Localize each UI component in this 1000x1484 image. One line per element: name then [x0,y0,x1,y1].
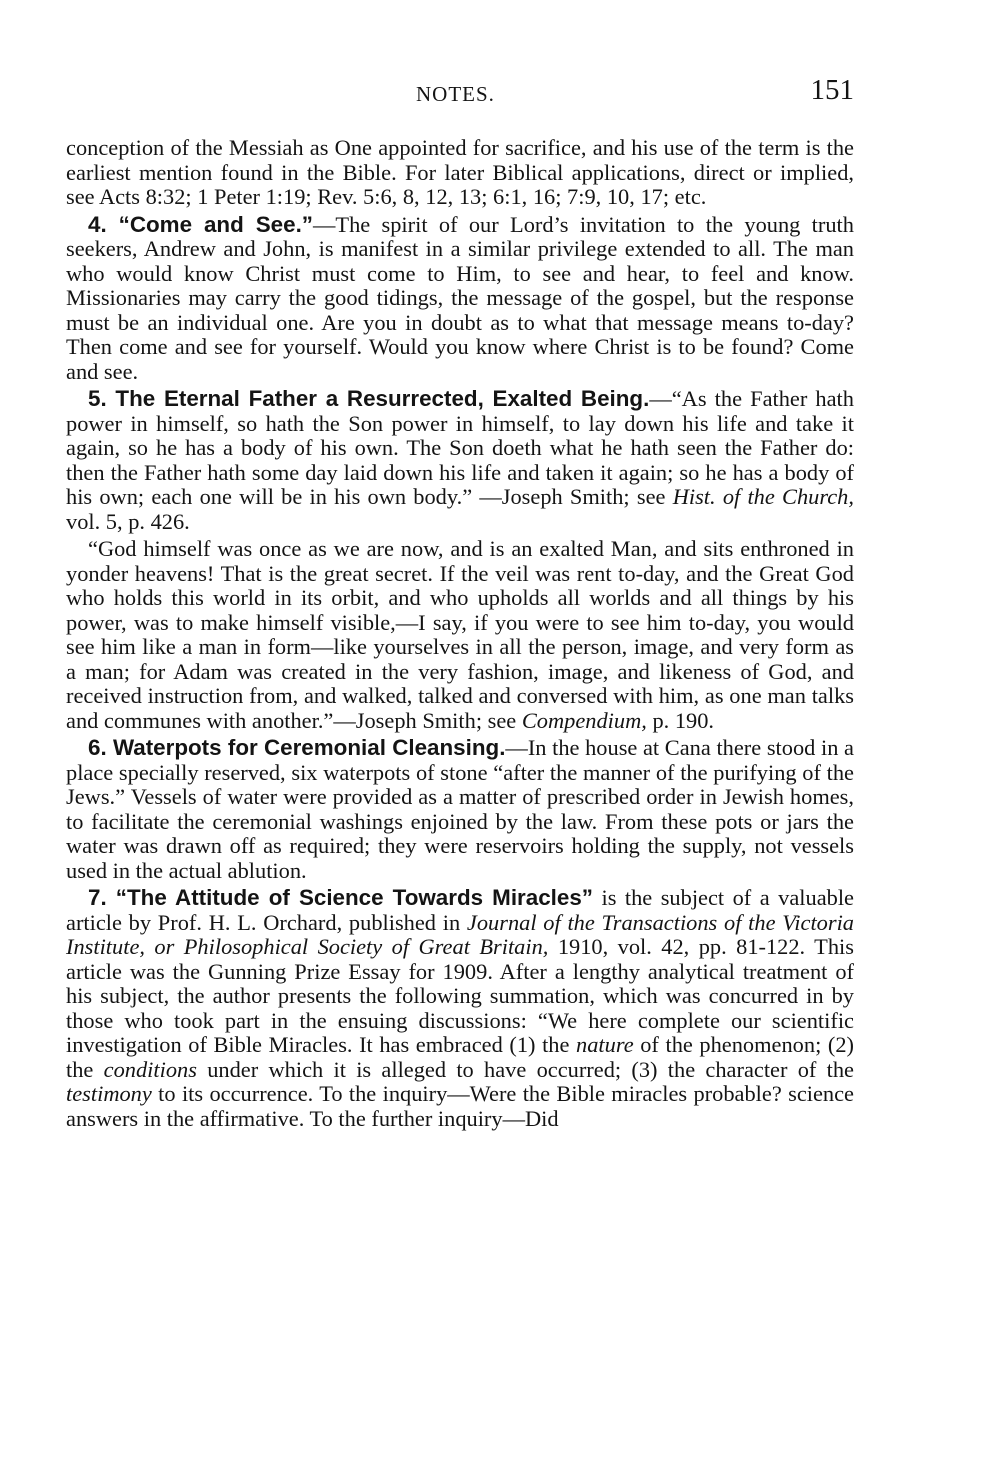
note-4-come-and-see [66,213,854,385]
italic-text: Journal of the Transactions of the Victoria Institute, or Philosophical Society of Great Britain, [66,909,854,959]
note-7-science-miracles [66,886,854,1131]
text-run: —The spirit of our Lord’s invitation to the young truth seekers, Andrew and John, is manifest in a similar privilege extended to all. The man who would know Christ must come to Him, to see and hear, to feel and know. Missionaries may carry the good tidings, the message of the gospel, but the response must be an individual one. Are you in doubt as to what that message means to-day? Then come and see for yourself. Would you know where Christ is to be found? Come and see. [66,211,854,384]
text-run: —In the house at Cana there stood in a place specially reserved, six waterpots of stone “after the manner of the purifying of the Jews.” Vessels of water were provided as a matter of prescribed order in Jewish homes, to facilitate the ceremonial washings enjoined by the law. From these pots or jars the water was drawn off as required; they were reservoirs holding the supply, not vessels used in the actual ablution. [66,735,854,883]
italic-text: testimony [66,1081,152,1106]
page-header [66,74,854,108]
text-run: to its occurrence. To the inquiry—Were the Bible miracles probable? science answers in the affirmative. To the further inquiry—Did [66,1081,854,1131]
note-5-quotation [66,537,854,733]
page-body [66,136,854,1134]
text-run: “God himself was once as we are now, and is an exalted Man, and sits enthroned in yonder heavens! That is the great secret. If the veil was rent to-day, and the Great God who holds this world in its orbit, and who upholds all worlds and all things by his power, was to make himself visible,—I say, if you were to see him to-day, you would see him like a man in form—like yourselves in all the person, image, and very form as a man; for Adam was created in the very fashion, image, and likeness of God, and received instruction from, and walked, talked and conversed with him, as one man talks and communes with another.”—Joseph Smith; see [66,536,854,733]
italic-text: Compendium, [521,707,647,733]
text-run: vol. 5, p. 426. [66,508,190,534]
text-run: —“As the Father hath power in himself, so hath the Son power in himself, to lay down his life and take it again, so he has a body of his own. The Son doeth what he hath seen the Father do: then the Father hath some day laid down his life and taken it again; so he has a body of his own; each one will be in his own body.” —Joseph Smith; see [66,386,854,509]
text-run: conception of the Messiah as One appointed for sacrifice, and his use of the term is the earliest mention found in the Bible. For later Biblical applications, direct or implied, see Acts 8:32; 1 Peter 1:19; Rev. 5:6, 8, 12, 13; 6:1, 16; 7:9, 10, 17; etc. [66,135,854,209]
text-run: is the subject of a valuable article by Prof. H. L. Orchard, published in [66,885,854,935]
note-6-waterpots [66,736,854,883]
note-number: 7. [88,885,116,910]
note-heading: Waterpots for Ceremonial Cleansing. [112,735,506,760]
text-run: of the phenomenon; (2) the [66,1032,854,1082]
note-heading: “Come and See.” [118,211,313,237]
note-number: 6. [88,735,113,760]
note-heading: “The Attitude of Science Towards Miracles” [115,885,593,910]
page-number: 151 [810,74,854,106]
note-heading: The Eternal Father a Resurrected, Exalted Being. [115,386,650,411]
italic-text: conditions [103,1056,197,1082]
italic-text: Hist. of the Church, [672,484,854,509]
text-run: p. 190. [646,707,715,733]
running-head: NOTES. [416,82,495,106]
note-number: 5. [88,386,116,411]
paragraph-continuation [66,136,854,210]
italic-text: nature [576,1032,634,1057]
note-number: 4. [88,211,119,237]
text-run: under which it is alleged to have occurred; (3) the character of the [196,1056,854,1082]
note-5-eternal-father [66,387,854,534]
text-run: 1910, vol. 42, pp. 81-122. This article was the Gunning Prize Essay for 1909. After a lengthy analytical treatment of his subject, the author presents the following summation, which was concurred in by those who took part in the ensuing discussions: “We here complete our scientific investigation of Bible Miracles. It has embraced (1) the [66,934,854,1057]
